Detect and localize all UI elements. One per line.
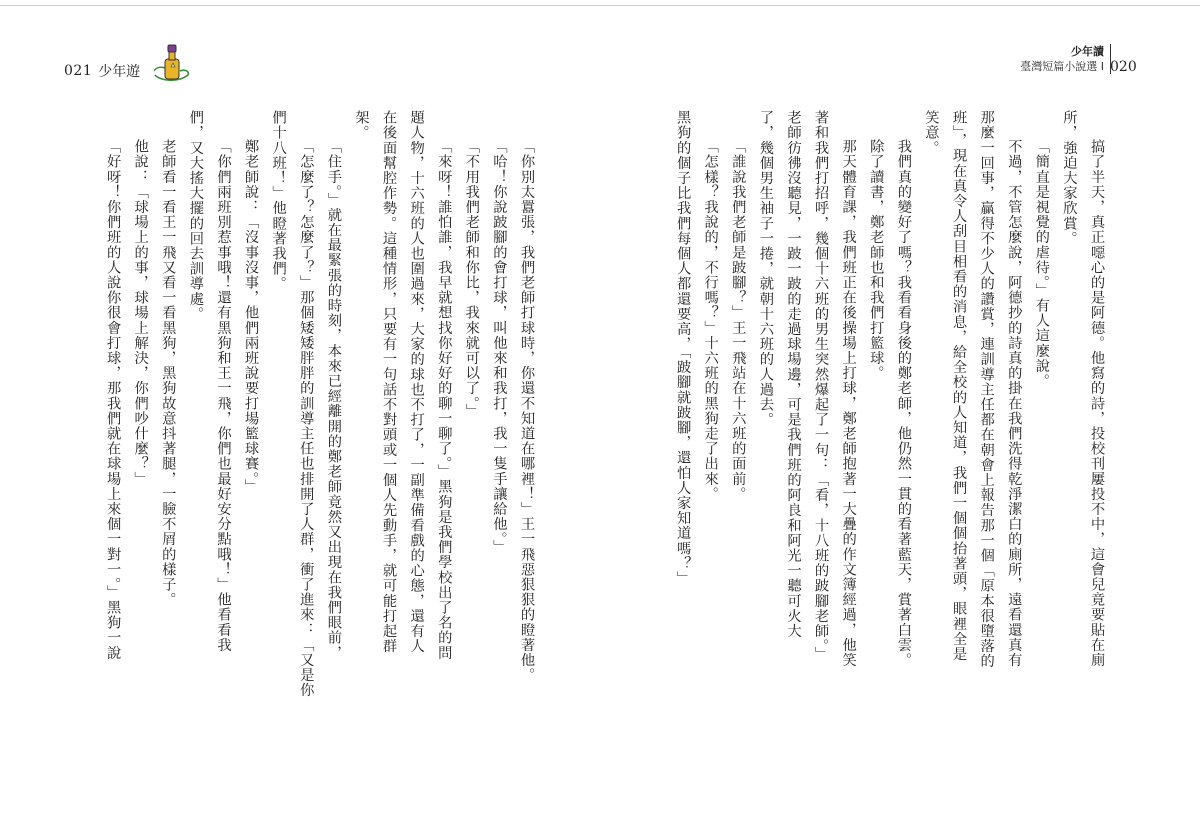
paragraph: 「怎麼了？怎麼了？」那個矮矮胖胖的訓導主任也排開了人群，衝了進來：「又是你 — [298, 138, 315, 698]
paragraph-continued: 所，強迫大家欣賞。 — [1061, 110, 1078, 246]
series-title: 少年讀 — [1071, 45, 1104, 58]
paragraph: 「簡直是視覺的虐待。」有人這麼說。 — [1033, 138, 1050, 389]
paragraph-continued: 班」，現在真令人刮目相看的消息，給全校的人知道，我們一個個抬著頭，眼裡全是 — [951, 110, 968, 662]
paragraph-continued: 了，幾個男生袖子一捲，就朝十六班的人過去。 — [757, 110, 774, 428]
paragraph-continued: 在後面幫腔作勢。這種情形，只要有一句話不對頭或一個人先動手，就可能打起群 — [381, 110, 398, 654]
right-page-text — [675, 110, 1110, 800]
paragraph: 「住手。」就在最緊張的時刻，本來已經離開的鄭老師竟然又出現在我們眼前， — [325, 138, 342, 660]
paragraph: 他說：「球場上的事，球場上解決，你們吵什麼？」 — [132, 138, 149, 486]
bottle-logo-icon — [152, 41, 192, 85]
left-page-header — [64, 56, 192, 86]
paragraph: 「怎樣？我說的，不行嗎？」十六班的黑狗走了出來。 — [702, 138, 719, 501]
paragraph: 除了讀書，鄭老師也和我們打籃球。 — [868, 138, 885, 381]
left-page-title: 少年遊 — [98, 64, 141, 80]
paragraph-continued: 黑狗的個子比我們每個人都還要高，「跛腳就跛腳，還怕人家知道嗎？」 — [675, 110, 692, 587]
left-page-number: 021 — [64, 63, 93, 79]
paragraph-continued: 笑意。 — [923, 110, 940, 156]
paragraph-continued: 著和我們打招呼，幾個十六班的男生突然爆起了一句：「看，十八班的跛腳老師。」 — [813, 110, 830, 662]
paragraph: 老師看一看王一飛又看一看黑狗，黑狗故意抖著腿，一臉不屑的樣子。 — [160, 138, 177, 607]
paragraph-continued: 題人物，十六班的人也圍過來，大家的球也不打了，一副準備看戲的心態，還有人 — [408, 110, 425, 654]
top-rule — [0, 5, 1200, 6]
paragraph: 搞了半天，真正噁心的是阿德。他寫的詩，投校刊屢投不中，這會兒竟要貼在廁 — [1089, 138, 1105, 668]
left-page-text — [80, 110, 540, 800]
paragraph-continued: 們，又大搖大擺的回去訓導處。 — [187, 110, 204, 322]
paragraph: 不過，不管怎麼說，阿德抄的詩真的掛在我們洗得乾淨潔白的廁所，遠看還真有 — [1006, 138, 1023, 668]
paragraph: 那天體育課，我們班正在後操場上打球，鄭老師抱著一大疊的作文簿經過，他笑 — [840, 138, 857, 668]
paragraph: 「來呀！誰怕誰，我早就想找你好好的聊一聊了。」黑狗是我們學校出了名的問 — [436, 138, 453, 660]
paragraph: 「你別太囂張，我們老師打球時，你還不知道在哪裡！」王一飛惡狠狠的瞪著他。 — [519, 138, 535, 683]
right-page-header — [1020, 46, 1104, 72]
paragraph: 「誰說我們老師是跛腳？」王一飛站在十六班的面前。 — [730, 138, 747, 501]
paragraph: 「不用我們老師和你比，我來就可以了。」 — [463, 138, 480, 419]
paragraph: 「你們兩班別惹事哦！還有黑狗和王一飛，你們也最好安分點哦！」他看看我 — [215, 138, 232, 652]
paragraph-continued: 們十八班！」他瞪著我們。 — [270, 110, 287, 292]
paragraph-continued: 那麼一回事，贏得不少人的讚賞，連訓導主任都在朝會上報告那一個「原本很墮落的 — [978, 110, 995, 669]
paragraph: 「哈！你說跛腳的會打球，叫他來和我打，我一隻手讓給他。」 — [491, 138, 508, 555]
book-subtitle: 臺灣短篇小說選 I — [1020, 60, 1104, 73]
paragraph: 「好呀！你們班的人說你很會打球，那我們就在球場上來個一對一。」黑狗一說 — [105, 138, 122, 660]
paragraph: 鄭老師說：「沒事沒事，他們兩班說要打場籃球賽。」 — [243, 138, 260, 494]
right-page-number: 020 — [1110, 59, 1137, 75]
paragraph: 我們真的變好了嗎？我看看身後的鄭老師，他仍然一貫的看著藍天，賞著白雲。 — [895, 138, 912, 668]
paragraph-continued: 架。 — [353, 110, 370, 141]
paragraph-continued: 老師彷彿沒聽見，一跛一跛的走過球場邊，可是我們班的阿良和阿光一聽可火大 — [785, 110, 802, 639]
